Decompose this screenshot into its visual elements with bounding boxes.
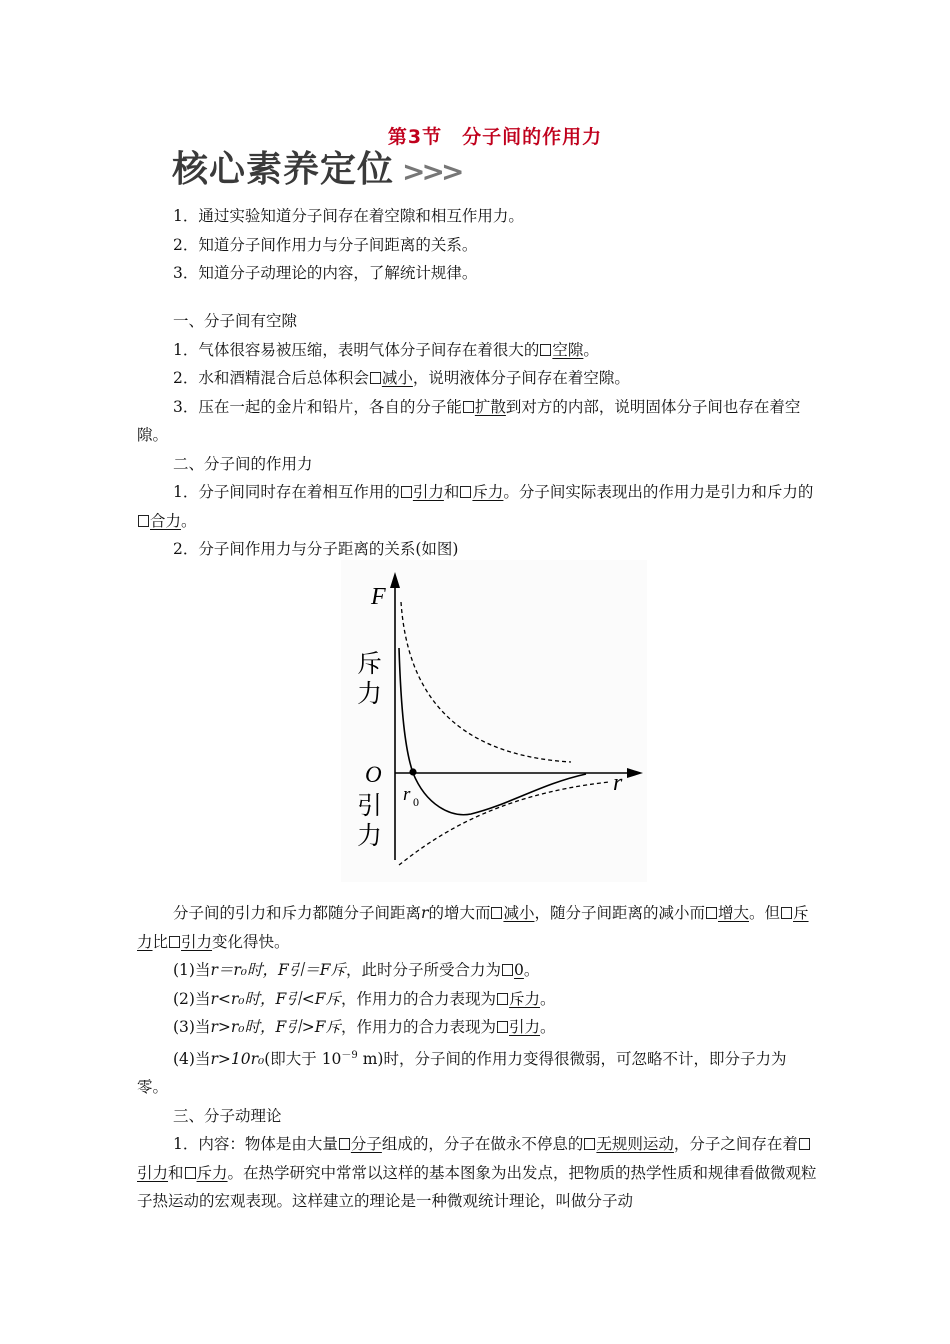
blank-box-icon bbox=[370, 372, 381, 384]
attraction-label: 力 bbox=[357, 821, 383, 850]
goal-item: 2．知道分子间作用力与分子间距离的关系。 bbox=[173, 235, 478, 254]
paragraph: 1．分子间同时存在着相互作用的 引力和 斥力。分子间实际表现出的作用力是引力和斥力的合力。 bbox=[137, 478, 817, 535]
goals-list bbox=[137, 202, 817, 288]
paragraph: 2．分子间作用力与分子距离的关系(如图) bbox=[173, 540, 459, 558]
y-axis-label: F bbox=[371, 584, 386, 610]
force-distance-figure bbox=[341, 560, 647, 882]
paragraph: 2．水和酒精混合后总体积会 减小，说明液体分子间存在着空隙。 bbox=[173, 369, 630, 387]
blank-box-icon bbox=[584, 1138, 595, 1150]
fill-blank: 引力 bbox=[168, 933, 212, 951]
fill-blank: 扩散 bbox=[462, 398, 506, 416]
attraction-curve bbox=[399, 782, 609, 865]
blank-box-icon bbox=[706, 907, 717, 919]
fill-blank: 减小 bbox=[490, 904, 534, 922]
fill-blank: 引力 bbox=[137, 1135, 811, 1182]
fill-blank: 合力 bbox=[137, 512, 181, 530]
paragraph: 3．压在一起的金片和铅片，各自的分子能 扩散到对方的内部，说明固体分子间也存在着空隙。 bbox=[137, 397, 801, 444]
blank-box-icon bbox=[339, 1138, 350, 1150]
r0-label: r bbox=[403, 784, 411, 805]
fill-blank: 斥力 bbox=[459, 483, 503, 501]
blank-box-icon bbox=[401, 486, 412, 498]
blank-box-icon bbox=[138, 515, 149, 527]
repulsion-label: 力 bbox=[357, 679, 383, 708]
fill-blank: 斥力 bbox=[184, 1164, 228, 1182]
blank-box-icon bbox=[169, 936, 180, 948]
blank-box-icon bbox=[799, 1138, 810, 1150]
fill-blank: 减小 bbox=[369, 369, 413, 387]
page-title: 第3节 分子间的作用力 bbox=[387, 126, 603, 148]
goal-item: 3．知道分子动理论的内容，了解统计规律。 bbox=[173, 264, 478, 282]
blank-box-icon bbox=[540, 344, 551, 356]
fill-blank: 增大 bbox=[705, 904, 749, 922]
r0-point bbox=[409, 768, 416, 775]
paragraph: (2)当r<r₀时，F引<F斥，作用力的合力表现为 斥力。 bbox=[173, 989, 556, 1008]
fill-blank: 空隙 bbox=[539, 341, 583, 359]
paragraph: (1)当r＝r₀时，F引＝F斥，此时分子所受合力为 0。 bbox=[173, 961, 540, 979]
fill-blank: 分子 bbox=[338, 1135, 382, 1153]
blank-box-icon bbox=[781, 907, 792, 919]
repulsion-curve bbox=[401, 602, 571, 762]
repulsion-label: 斥 bbox=[357, 649, 383, 678]
paragraph: (4)当r>10r₀(即大于 $10^{-9}$ m)时，分子间的作用力变得很微弱，可忽略不计，即分子力为零。 bbox=[137, 1049, 787, 1097]
section-heading: 二、分子间的作用力 bbox=[173, 454, 313, 473]
force-distance-graph bbox=[341, 560, 647, 882]
fill-blank: 无规则运动 bbox=[583, 1135, 674, 1153]
fill-blank: 斥力 bbox=[496, 990, 540, 1008]
origin-label: O bbox=[365, 762, 382, 787]
banner-text: 核心素养定位 bbox=[172, 149, 395, 190]
section-force-relation bbox=[137, 899, 817, 1216]
blank-box-icon bbox=[497, 1021, 508, 1033]
paragraph: 1．内容：物体是由大量 分子组成的，分子在做永不停息的 无规则运动，分子之间存在着引力和 斥力。在热学研究中常常以这样的基本图象为出发点，把物质的热学性质和规律看做微观粒子热运动的宏观表现。这样建立的理论是一种微观统计理论，叫做分子动 bbox=[137, 1135, 817, 1211]
r0-subscript: 0 bbox=[413, 795, 419, 809]
paragraph: 1．气体很容易被压缩，表明气体分子间存在着很大的 空隙。 bbox=[173, 340, 599, 359]
y-axis-arrow-icon bbox=[390, 572, 400, 588]
x-axis-label: r bbox=[613, 770, 623, 796]
blank-box-icon bbox=[460, 486, 471, 498]
x-axis-arrow-icon bbox=[627, 768, 643, 778]
section-heading: 一、分子间有空隙 bbox=[173, 312, 298, 330]
paragraph: (3)当r>r₀时，F引>F斥，作用力的合力表现为 引力。 bbox=[173, 1018, 556, 1036]
blank-box-icon bbox=[463, 401, 474, 413]
fill-blank: 斥力 bbox=[137, 904, 809, 951]
fill-blank: 0 bbox=[501, 961, 524, 979]
section-heading: 三、分子动理论 bbox=[173, 1106, 282, 1125]
blank-box-icon bbox=[502, 964, 513, 976]
attraction-label: 引 bbox=[357, 791, 383, 820]
blank-box-icon bbox=[497, 993, 508, 1005]
section-banner bbox=[172, 148, 460, 194]
fill-blank: 引力 bbox=[400, 483, 444, 501]
goal-item: 1．通过实验知道分子间存在着空隙和相互作用力。 bbox=[173, 207, 524, 225]
blank-box-icon bbox=[491, 907, 502, 919]
chevron-right-icon: >>> bbox=[402, 155, 461, 188]
fill-blank: 引力 bbox=[496, 1018, 540, 1036]
section-gaps bbox=[137, 307, 817, 564]
paragraph: 分子间的引力和斥力都随分子间距离r的增大而 减小，随分子间距离的减小而 增大。但 斥力比 引力变化得快。 bbox=[137, 904, 809, 951]
blank-box-icon bbox=[185, 1167, 196, 1179]
